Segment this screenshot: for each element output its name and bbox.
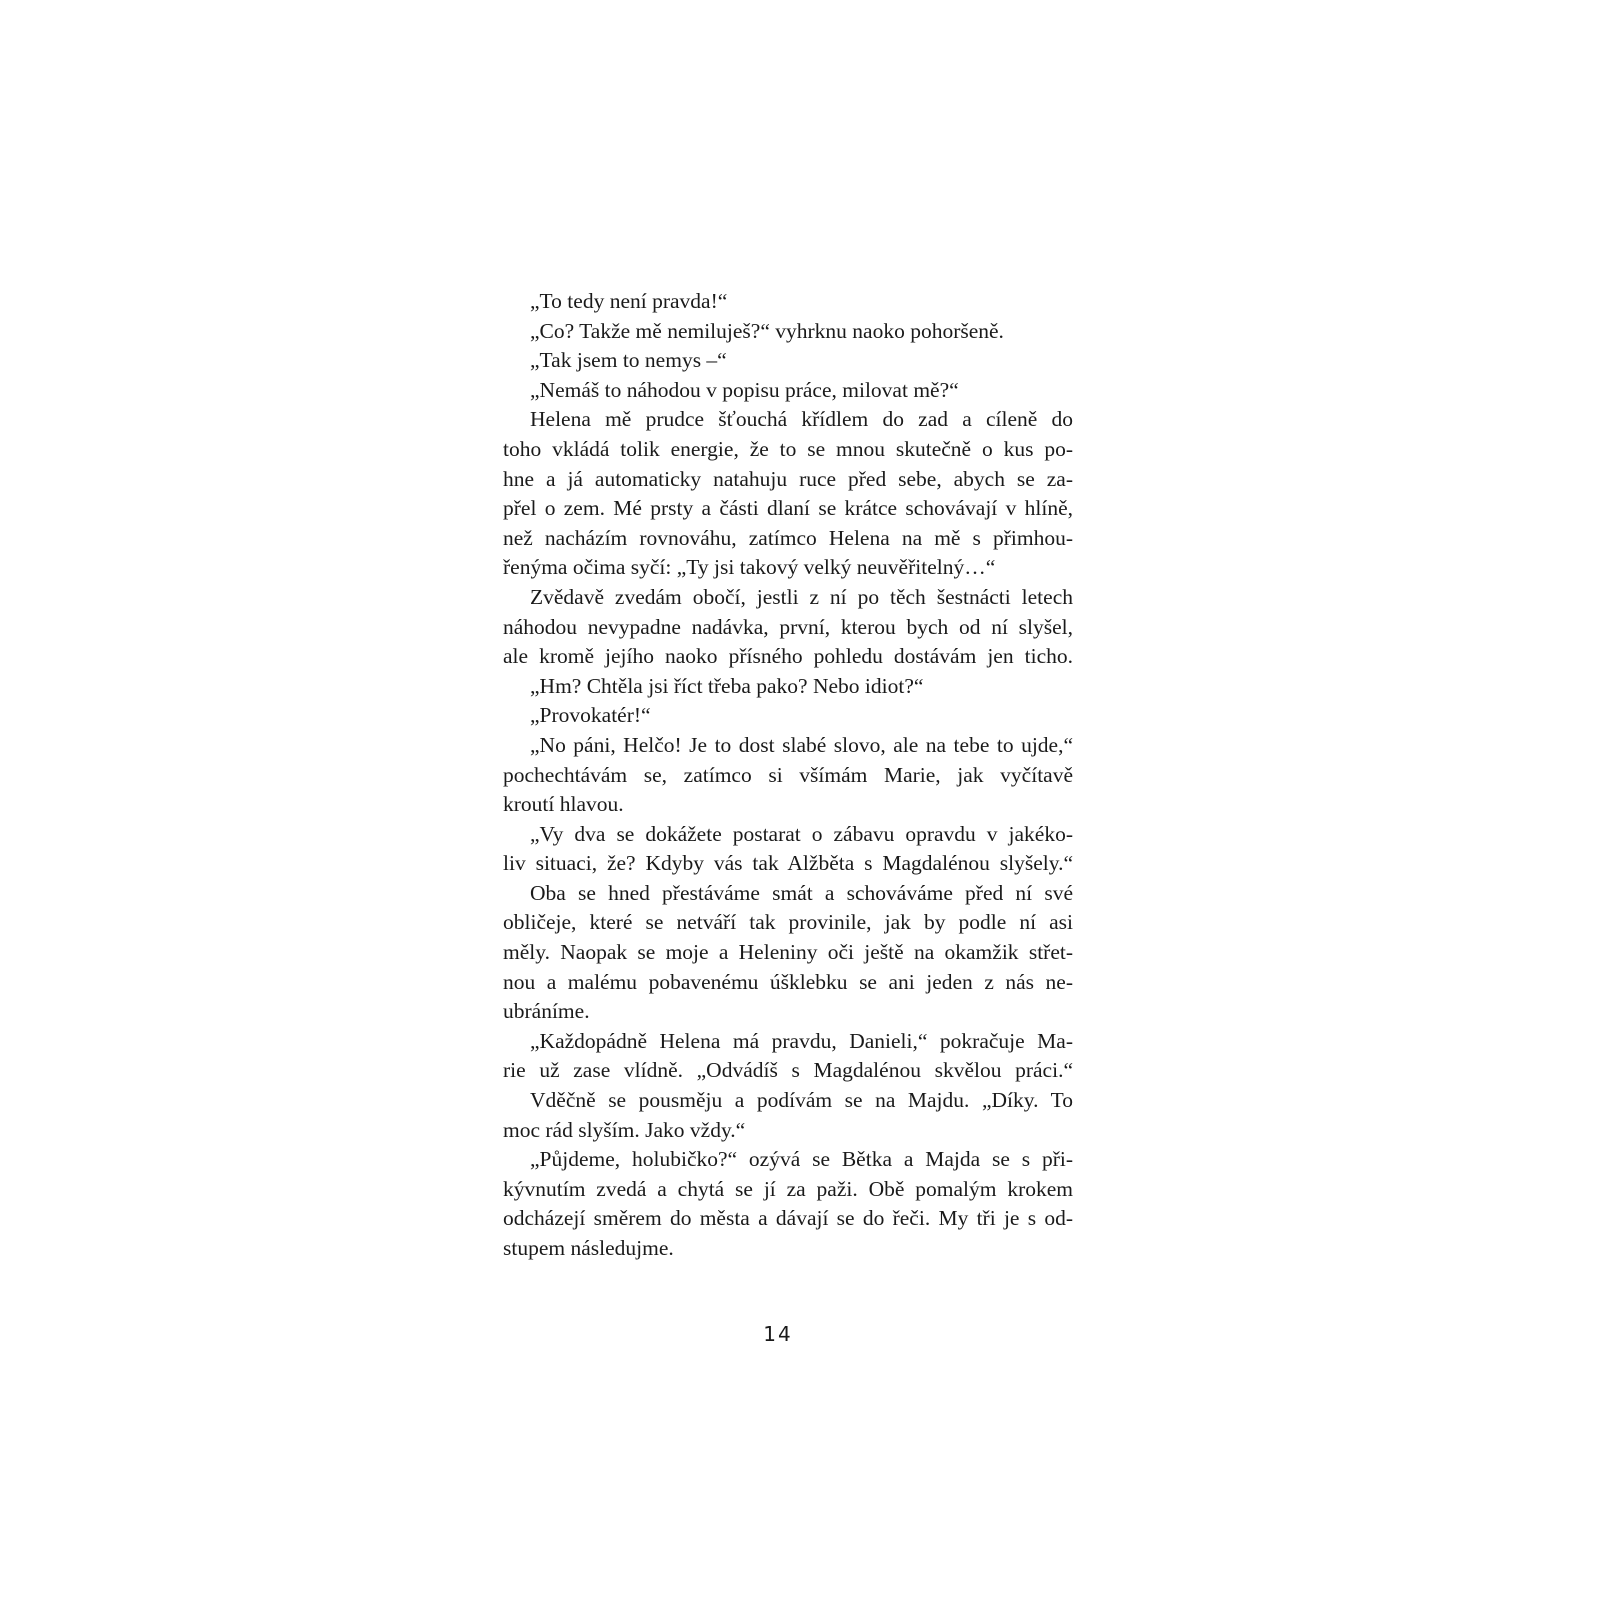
text-line: „Každopádně Helena má pravdu, Danieli,“ pokračuje Ma- — [530, 1028, 1073, 1053]
text-line: obličeje, které se netváří tak provinile, jak by podle ní asi — [503, 910, 1073, 935]
text-line: měly. Naopak se moje a Heleniny oči ještě na okamžik střet- — [503, 940, 1073, 965]
text-line: ale kromě jejího naoko přísného pohledu dostávám jen ticho. — [503, 644, 1073, 669]
text-line: náhodou nevypadne nadávka, první, kterou bych od ní slyšel, — [503, 614, 1073, 639]
text-line: Helena mě prudce šťouchá křídlem do zad a cíleně do — [530, 407, 1073, 432]
text-line: „Co? Takže mě nemiluješ?“ vyhrknu naoko pohoršeně. — [530, 318, 1004, 343]
page-number: 14 — [763, 1322, 793, 1346]
text-line: „Půjdeme, holubičko?“ ozývá se Bětka a Majda se s při- — [530, 1147, 1073, 1172]
text-line: ubráníme. — [503, 999, 590, 1024]
text-line: „Hm? Chtěla jsi říct třeba pako? Nebo idiot?“ — [530, 673, 924, 698]
text-line: nou a malému pobavenému úšklebku se ani jeden z nás ne- — [503, 969, 1073, 994]
text-line: „Vy dva se dokážete postarat o zábavu opravdu v jakéko- — [530, 821, 1073, 846]
text-line: stupem následujme. — [503, 1236, 674, 1260]
text-line: liv situaci, že? Kdyby vás tak Alžběta s Magdalénou slyšely.“ — [503, 851, 1073, 876]
text-line: moc rád slyším. Jako vždy.“ — [503, 1117, 746, 1142]
text-line: „Nemáš to náhodou v popisu práce, milovat mě?“ — [530, 377, 959, 402]
text-line: přel o zem. Mé prsty a části dlaní se krátce schovávají v hlíně, — [503, 496, 1073, 521]
text-line: odcházejí směrem do města a dávají se do řeči. My tři je s od- — [503, 1206, 1073, 1231]
text-line: Zvědavě zvedám obočí, jestli z ní po těch šestnácti letech — [530, 584, 1073, 609]
text-line: hne a já automaticky natahuju ruce před sebe, abych se za- — [503, 466, 1073, 491]
body-text — [503, 287, 1073, 1264]
text-line: Vděčně se pousměju a podívám se na Majdu. „Díky. To — [530, 1088, 1073, 1113]
text-line: toho vkládá tolik energie, že to se mnou skutečně o kus po- — [503, 436, 1073, 461]
text-line: „Provokatér!“ — [530, 703, 651, 728]
text-line: „Tak jsem to nemys –“ — [530, 348, 727, 373]
text-line: „No páni, Helčo! Je to dost slabé slovo, ale na tebe to ujde,“ — [530, 732, 1073, 757]
text-line: kývnutím zvedá a chytá se jí za paži. Obě pomalým krokem — [503, 1176, 1073, 1201]
text-line: Oba se hned přestáváme smát a schováváme před ní své — [530, 880, 1073, 905]
text-line: řenýma očima syčí: „Ty jsi takový velký neuvěřitelný…“ — [503, 555, 996, 580]
text-line: pochechtávám se, zatímco si všímám Marie, jak vyčítavě — [503, 762, 1073, 787]
text-line: kroutí hlavou. — [503, 792, 624, 817]
text-line: rie už zase vlídně. „Odvádíš s Magdalénou skvělou práci.“ — [503, 1058, 1073, 1083]
text-line: „To tedy není pravda!“ — [530, 289, 728, 313]
text-line: než nacházím rovnováhu, zatímco Helena na mě s přimhou- — [503, 525, 1073, 550]
